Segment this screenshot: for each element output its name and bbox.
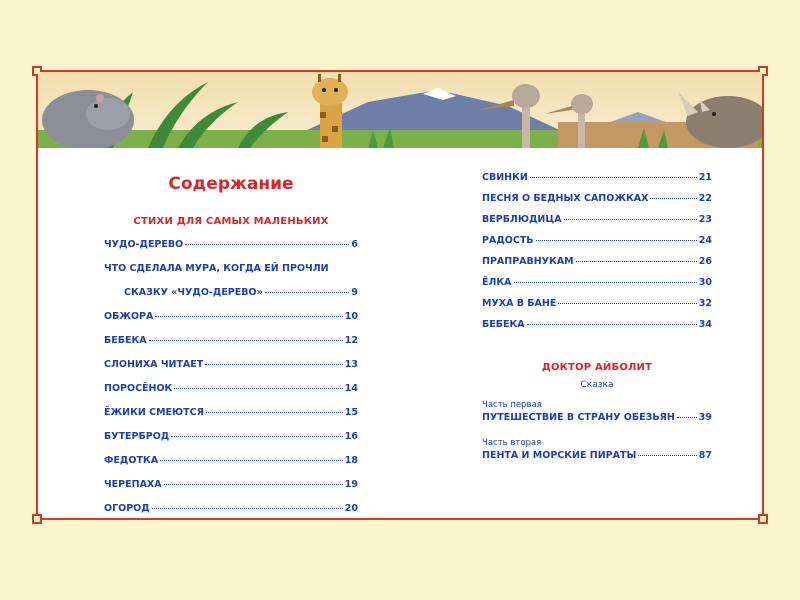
book-spread <box>36 70 764 520</box>
toc-entry[interactable] <box>482 412 712 423</box>
leader-dots <box>514 282 697 283</box>
entry-page: 32 <box>698 298 712 309</box>
entry-page: 12 <box>344 335 358 346</box>
entry-page: 13 <box>344 359 358 370</box>
entry-page: 23 <box>698 214 712 225</box>
corner-ornament <box>32 514 42 524</box>
toc-entry[interactable] <box>104 263 358 274</box>
entry-title: ПУТЕШЕСТВИЕ В СТРАНУ ОБЕЗЬЯН <box>482 412 675 423</box>
toc-entry[interactable] <box>482 319 712 330</box>
toc-entry[interactable] <box>482 450 712 461</box>
entry-title: ЧУДО-ДЕРЕВО <box>104 239 184 250</box>
entry-page: 10 <box>344 311 358 322</box>
entry-title: ФЕДОТКА <box>104 455 159 466</box>
leader-dots <box>638 455 696 456</box>
animal-illustration-banner <box>38 72 762 148</box>
entry-page: 16 <box>344 431 358 442</box>
leader-dots <box>149 340 343 341</box>
toc-entry[interactable] <box>482 214 712 225</box>
entry-title: ПОРОСЁНОК <box>104 383 173 394</box>
toc-entry[interactable] <box>104 359 358 370</box>
toc-entry[interactable] <box>104 335 358 346</box>
entry-title: ЧЕРЕПАХА <box>104 479 162 490</box>
entry-title: БУТЕРБРОД <box>104 431 170 442</box>
entry-title: ОГОРОД <box>104 503 150 514</box>
leader-dots <box>185 244 349 245</box>
entry-page: 20 <box>344 503 358 514</box>
leader-dots <box>206 412 343 413</box>
toc-entry[interactable] <box>482 172 712 183</box>
entry-title: БЕБЕКА <box>104 335 147 346</box>
leader-dots <box>564 219 697 220</box>
toc-entry[interactable] <box>482 256 712 267</box>
entry-title: ЁЛКА <box>482 277 512 288</box>
toc-entry[interactable] <box>104 455 358 466</box>
toc-entry[interactable] <box>104 431 358 442</box>
entry-page: 24 <box>698 235 712 246</box>
corner-ornament <box>758 514 768 524</box>
entry-title: БЕБЕКА <box>482 319 525 330</box>
entry-page: 22 <box>698 193 712 204</box>
hippo-drawing <box>42 90 134 148</box>
leader-dots <box>155 316 342 317</box>
part-label: Часть вторая <box>482 438 542 448</box>
toc-entry[interactable] <box>482 193 712 204</box>
leader-dots <box>527 324 697 325</box>
entry-page: 6 <box>351 239 358 250</box>
entry-title: ПРАПРАВНУКАМ <box>482 256 574 267</box>
leader-dots <box>164 484 343 485</box>
toc-entry[interactable] <box>104 383 358 394</box>
leader-dots <box>530 177 697 178</box>
entry-title: МУХА В БАНЕ <box>482 298 557 309</box>
toc-entry[interactable] <box>104 407 358 418</box>
toc-entry[interactable] <box>104 311 358 322</box>
toc-entry[interactable] <box>104 239 358 250</box>
leader-dots <box>160 460 343 461</box>
entry-title: ОБЖОРА <box>104 311 154 322</box>
entry-page: 87 <box>698 450 712 461</box>
leader-dots <box>205 364 343 365</box>
entry-page: 9 <box>351 287 358 298</box>
leader-dots <box>650 198 696 199</box>
leader-dots <box>536 240 697 241</box>
part-label: Часть первая <box>482 400 542 410</box>
entry-title: ВЕРБЛЮДИЦА <box>482 214 562 225</box>
entry-title: ПЕСНЯ О БЕДНЫХ САПОЖКАХ <box>482 193 649 204</box>
entry-title: СКАЗКУ «ЧУДО-ДЕРЕВО» <box>124 287 263 298</box>
leader-dots <box>677 417 697 418</box>
entry-title: ПЕНТА И МОРСКИЕ ПИРАТЫ <box>482 450 637 461</box>
subsection-heading: Сказка <box>580 380 614 390</box>
entry-title: СВИНКИ <box>482 172 528 183</box>
toc-entry[interactable] <box>104 503 358 514</box>
toc-entry[interactable] <box>482 277 712 288</box>
toc-entry[interactable] <box>482 235 712 246</box>
section-heading: СТИХИ ДЛЯ САМЫХ МАЛЕНЬКИХ <box>133 216 329 227</box>
entry-page: 18 <box>344 455 358 466</box>
leader-dots <box>265 292 350 293</box>
page-title: Содержание <box>168 174 294 194</box>
leader-dots <box>171 436 343 437</box>
entry-page: 39 <box>698 412 712 423</box>
entry-page: 21 <box>698 172 712 183</box>
entry-page: 26 <box>698 256 712 267</box>
leader-dots <box>152 508 343 509</box>
entry-title: ЧТО СДЕЛАЛА МУРА, КОГДА ЕЙ ПРОЧЛИ <box>104 263 329 274</box>
leader-dots <box>558 303 696 304</box>
leader-dots <box>174 388 342 389</box>
entry-title: СЛОНИХА ЧИТАЕТ <box>104 359 204 370</box>
leader-dots <box>576 261 697 262</box>
entry-page: 34 <box>698 319 712 330</box>
entry-page: 15 <box>344 407 358 418</box>
toc-entry[interactable] <box>482 298 712 309</box>
toc-entry[interactable] <box>104 479 358 490</box>
entry-page: 14 <box>344 383 358 394</box>
entry-title: ЁЖИКИ СМЕЮТСЯ <box>104 407 204 418</box>
entry-page: 30 <box>698 277 712 288</box>
section-heading: ДОКТОР АЙБОЛИТ <box>541 362 653 373</box>
entry-page: 19 <box>344 479 358 490</box>
toc-entry[interactable] <box>104 287 358 298</box>
entry-title: РАДОСТЬ <box>482 235 534 246</box>
